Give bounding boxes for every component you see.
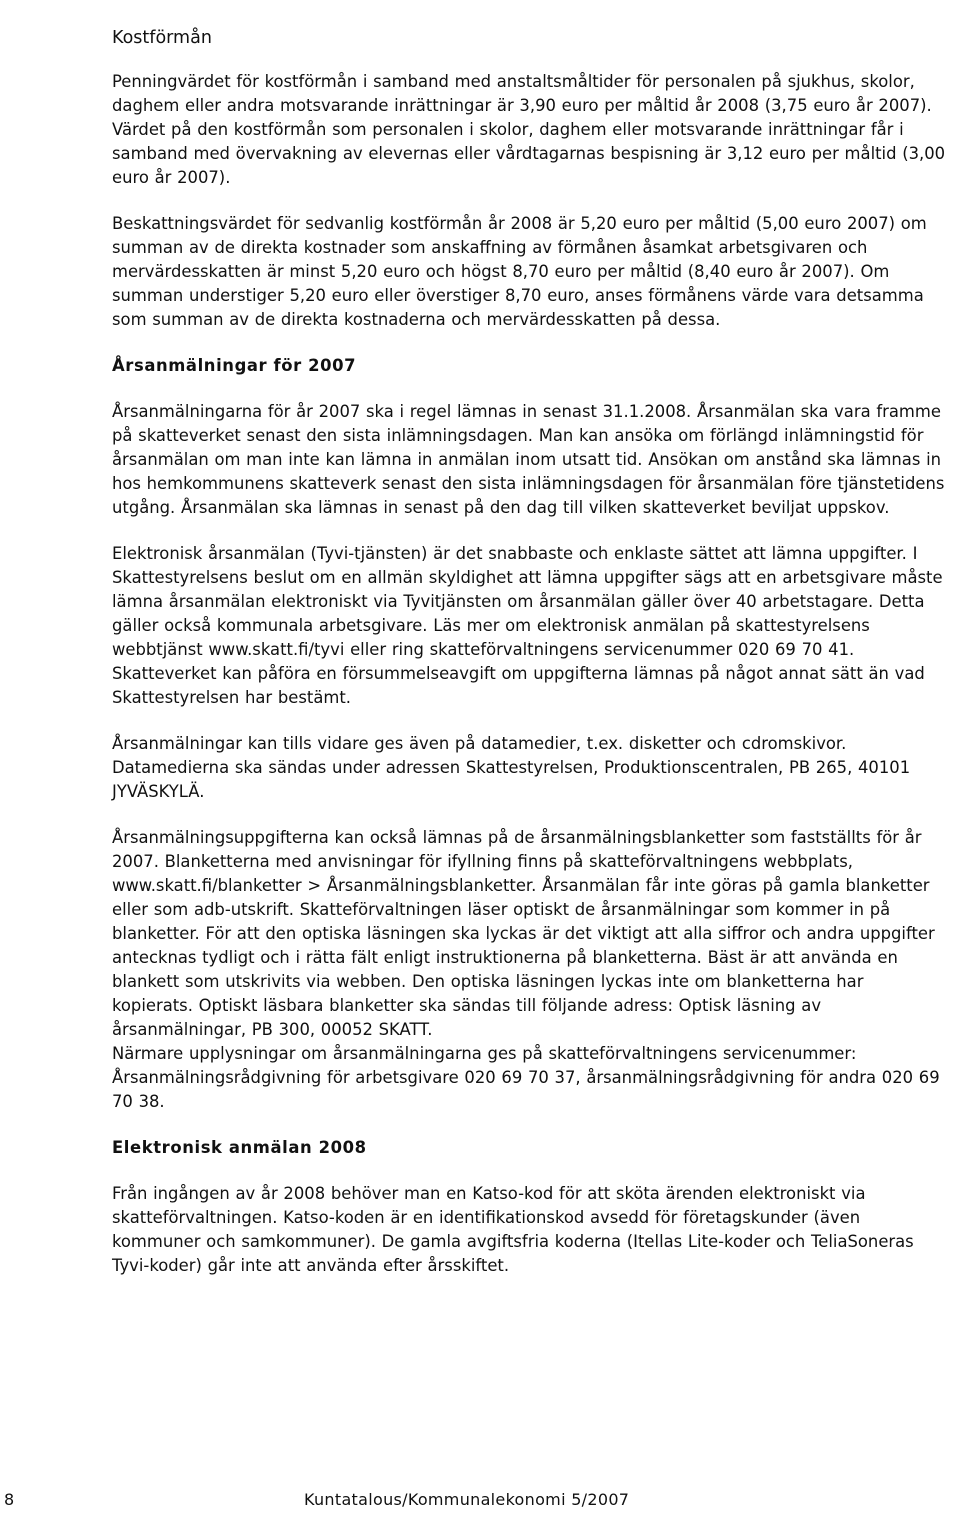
section-title: Kostförmån	[112, 28, 212, 48]
paragraph-electronic-report: Elektronisk årsanmälan (Tyvi-tjänsten) är det snabbaste och enklaste sättet att lämna uppgifter. I Skattestyrelsens beslut om en allmän skyldighet att lämna uppgifter sägs att en arbetsgivare måste lämna årsanmälan elektroniskt via Tyvitjänsten om årsanmälan gäller över 40 arbetstagare. Detta gäller också kommunala arbetsgivare. Läs mer om elektronisk anmälan på skattestyrelsens webbtjänst www.skatt.fi/tyvi eller ring skatteförvaltningens servicenummer 020 69 70 41. Skatteverket kan påföra en försummelseavgift om uppgifterna lämnas på något annat sätt än vad Skattestyrelsen har bestämt.	[112, 544, 943, 707]
heading-electronic-2008: Elektronisk anmälan 2008	[112, 1138, 367, 1157]
heading-annual-reports: Årsanmälningar för 2007	[112, 356, 357, 375]
journal-title: Kuntatalous/Kommunalekonomi 5/2007	[304, 1490, 630, 1509]
paragraph-tax-value: Beskattningsvärdet för sedvanlig kostförmån år 2008 är 5,20 euro per måltid (5,00 euro 2007) om summan av de direkta kostnader som anskaffning av förmånen åsamkat arbetsgivaren och mervärdesskatten är minst 5,20 euro och högst 8,70 euro per måltid (8,40 euro år 2007). Om summan understiger 5,20 euro eller överstiger 8,70 euro, anses förmånens värde vara detsamma som summan av de direkta kostnaderna och mervärdesskatten på dessa.	[112, 214, 927, 329]
page-number: 8	[4, 1490, 15, 1509]
paragraph-data-media: Årsanmälningar kan tills vidare ges även på datamedier, t.ex. disketter och cdromskivor. Datamedierna ska sändas under adressen Skattestyrelsen, Produktionscentralen, PB 265, 40101 JYVÄSKYLÄ.	[112, 734, 911, 801]
paragraph-paper-forms: Årsanmälningsuppgifterna kan också lämnas på de årsanmälningsblanketter som fastställts för år 2007. Blanketterna med anvisningar för ifyllning finns på skatteförvaltningens webbplats, www.skatt.fi/blanketter > Årsanmälningsblanketter. Årsanmälan får inte göras på gamla blanketter eller som adb-utskrift. Skatteförvaltningen läser optiskt de årsanmälningar som kommer in på blanketter. För att den optiska läsningen ska lyckas är det viktigt att alla siffror och andra uppgifter antecknas tydligt och i rätta fält enligt instruktionerna på blanketterna. Bäst är att använda en blankett som utskrivits via webben. Den optiska läsningen lyckas inte om blanketterna har kopierats. Optiskt läsbara blanketter ska sändas till följande adress: Optisk läsning av årsanmälningar, PB 300, 00052 SKATT.	[112, 828, 935, 1039]
paragraph-annual-deadline: Årsanmälningarna för år 2007 ska i regel lämnas in senast 31.1.2008. Årsanmälan ska vara framme på skatteverket senast den sista inlämningsdagen. Man kan ansöka om förlängd inlämningstid för årsanmälan om man inte kan lämna in anmälan inom utsatt tid. Ansökan om anstånd ska lämnas in hos hemkommunens skatteverk senast den sista inlämningsdagen för årsanmälan före tjänstetidens utgång. Årsanmälan ska lämnas in senast på den dag till vilken skatteverket beviljat uppskov.	[112, 402, 945, 517]
paragraph-katso-code: Från ingången av år 2008 behöver man en Katso-kod för att sköta ärenden elektroniskt via skatteförvaltningen. Katso-koden är en identifikationskod avsedd för företagskunder (även kommuner och samkommuner). De gamla avgiftsfria koderna (Itellas Lite-koder och TeliaSoneras Tyvi-koder) går inte att använda efter årsskiftet.	[112, 1184, 914, 1275]
paragraph-kostforman-value: Penningvärdet för kostförmån i samband med anstaltsmåltider för personalen på sjukhus, skolor, daghem eller andra motsvarande inrättningar är 3,90 euro per måltid år 2008 (3,75 euro år 2007). Värdet på den kostförmån som personalen i skolor, daghem eller motsvarande inrättningar får i samband med övervakning av elevernas eller vårdtagarnas bespisning är 3,12 euro per måltid (3,00 euro år 2007).	[112, 72, 946, 187]
paragraph-service-numbers: Närmare upplysningar om årsanmälningarna ges på skatteförvaltningens servicenummer: Årsanmälningsrådgivning för arbetsgivare 020 69 70 37, årsanmälningsrådgivning för andra 020 69 70 38.	[112, 1044, 940, 1111]
document-body	[112, 26, 948, 1300]
page-footer	[0, 1490, 960, 1512]
